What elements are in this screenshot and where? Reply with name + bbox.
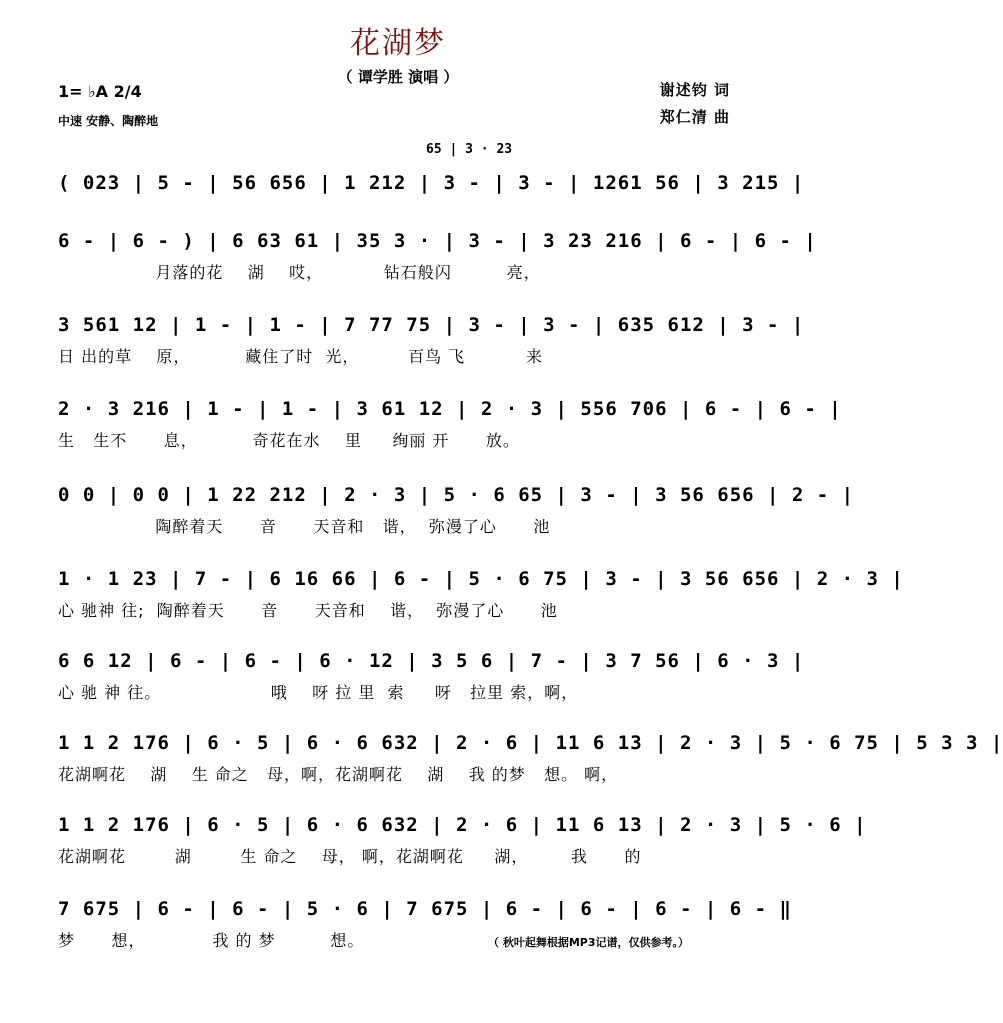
notes-line: 0 0 | 0 0 | 1 22 212 | 2 · 3 | 5 · 6 65 | 3 - | 3 56 656 | 2 - | (58, 484, 855, 506)
staff-row-6 (58, 568, 904, 622)
lyrics-line: 花湖啊花 湖 生 命之 母， 啊，花湖啊花 湖， 我 的 (58, 847, 642, 866)
staff-row-1 (58, 172, 805, 226)
notes-line: 3 561 12 | 1 - | 1 - | 7 77 75 | 3 - | 3 - | 635 612 | 3 - | (58, 314, 805, 336)
staff-row-5 (58, 484, 855, 538)
transcription-note: （ 秋叶起舞根据MP3记谱，仅供参考。） (488, 936, 689, 949)
lyrics-line: 月落的花 湖 哎， 钻石般闪 亮， (58, 263, 541, 282)
staff-row-2 (58, 230, 817, 284)
lyrics-line: 心 驰神 往; 陶醉着天 音 天音和 谐， 弥漫了心 池 (58, 601, 558, 620)
song-title: 花湖梦 (350, 26, 446, 61)
notes-line: 6 - | 6 - ) | 6 63 61 | 35 3 · | 3 - | 3 23 216 | 6 - | 6 - | (58, 230, 817, 252)
staff-row-4 (58, 398, 842, 452)
staff-row-3 (58, 314, 805, 368)
notes-line: 7 675 | 6 - | 6 - | 5 · 6 | 7 675 | 6 - | 6 - | 6 - | 6 - ‖ (58, 898, 792, 920)
notes-line: ( 023 | 5 - | 56 656 | 1 212 | 3 - | 3 - | 1261 56 | 3 215 | (58, 172, 805, 194)
tempo-marking: 中速 安静、陶醉地 (58, 114, 159, 128)
staff-row-10 (58, 898, 792, 952)
notes-line: 2 · 3 216 | 1 - | 1 - | 3 61 12 | 2 · 3 | 556 706 | 6 - | 6 - | (58, 398, 842, 420)
notes-line: 1 · 1 23 | 7 - | 6 16 66 | 6 - | 5 · 6 75 | 3 - | 3 56 656 | 2 · 3 | (58, 568, 904, 590)
singer-credit: （ 谭学胜 演唱 ） (337, 68, 459, 86)
lyrics-line: 花湖啊花 湖 生 命之 母，啊，花湖啊花 湖 我 的梦 想。 啊， (58, 765, 619, 784)
notes-line: 6 6 12 | 6 - | 6 - | 6 · 12 | 3 5 6 | 7 - | 3 7 56 | 6 · 3 | (58, 650, 805, 672)
lyrics-line: 梦 想， 我 的 梦 想。 (58, 931, 365, 950)
alternate-ending: 65 | 3 · 23 (426, 142, 513, 157)
lyrics-line: 陶醉着天 音 天音和 谐， 弥漫了心 池 (58, 517, 551, 536)
staff-row-7 (58, 650, 805, 704)
staff-row-8 (58, 732, 1003, 786)
key-signature: 1= ♭A 2/4 (58, 82, 142, 101)
notes-line: 1 1 2 176 | 6 · 5 | 6 · 6 632 | 2 · 6 | 11 6 13 | 2 · 3 | 5 · 6 | (58, 814, 867, 836)
lyrics-line: 日 出的草 原， 藏住了时 光， 百鸟 飞 来 (58, 347, 544, 366)
lyrics-line: 心 驰 神 往。 哦 呀 拉 里 索 呀 拉里 索，啊， (58, 683, 579, 702)
staff-row-9 (58, 814, 867, 868)
lyricist-credit: 谢述钧 词 (659, 81, 730, 99)
notes-line: 1 1 2 176 | 6 · 5 | 6 · 6 632 | 2 · 6 | 11 6 13 | 2 · 3 | 5 · 6 75 | 5 3 3 | (58, 732, 1003, 754)
lyrics-line: 生 生不 息， 奇花在水 里 绚丽 开 放。 (58, 431, 520, 450)
composer-credit: 郑仁清 曲 (659, 108, 730, 126)
